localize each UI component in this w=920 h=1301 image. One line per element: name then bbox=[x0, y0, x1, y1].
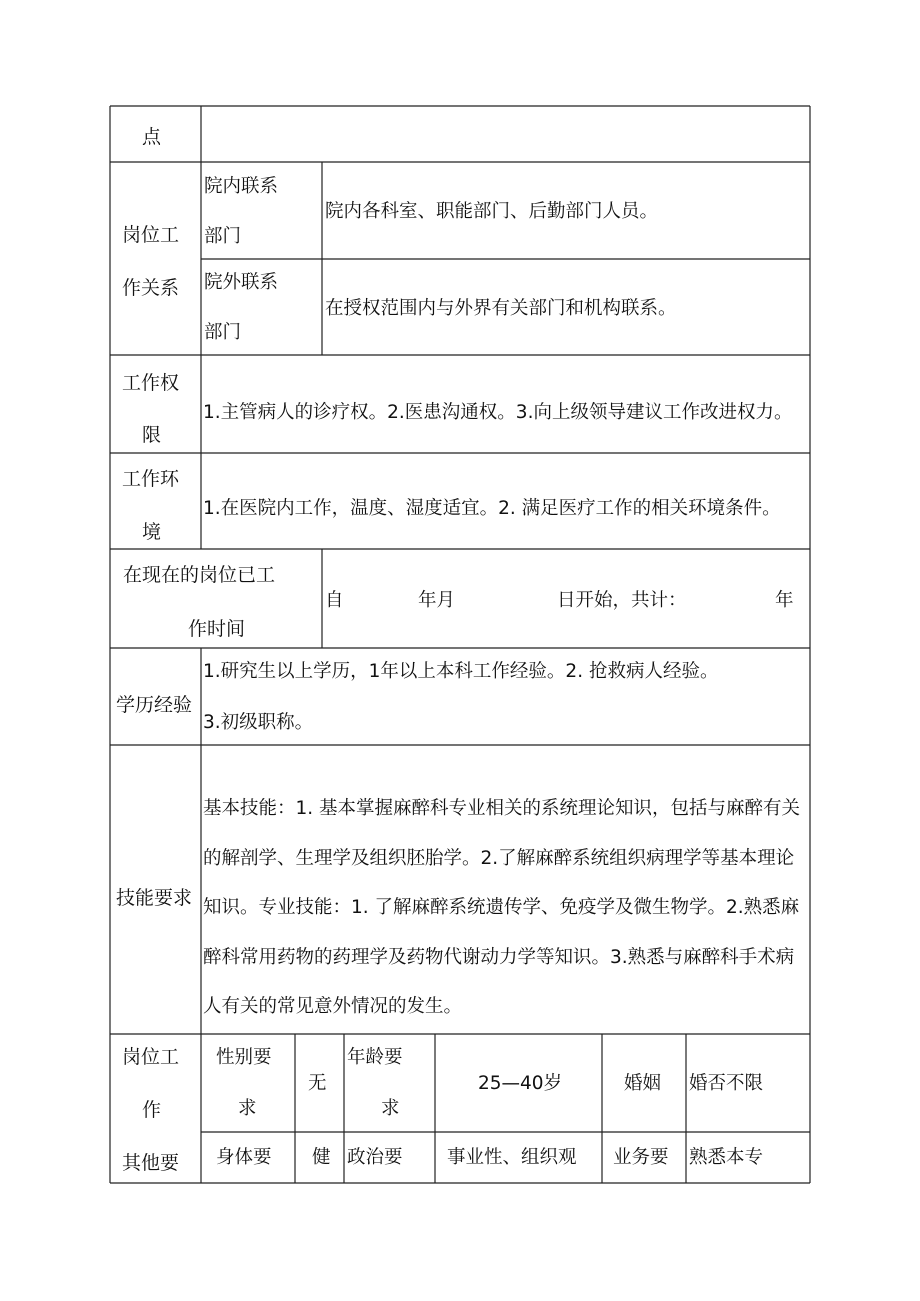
tenure-label-line1: 在现在的岗位已工 bbox=[123, 564, 276, 586]
age-label-line2: 求 bbox=[381, 1098, 400, 1119]
external-contact-label-line2: 部门 bbox=[204, 322, 242, 343]
health-label: 身体要 bbox=[216, 1147, 272, 1168]
external-contact-label-line1: 院外联系 bbox=[204, 272, 279, 293]
gender-label-line1: 性别要 bbox=[216, 1047, 272, 1068]
authority-value: 1.主管病人的诊疗权。2.医患沟通权。3.向上级领导建议工作改进权力。 bbox=[203, 402, 793, 423]
environment-label-line1: 工作环 bbox=[122, 468, 180, 490]
authority-label-line1: 工作权 bbox=[122, 372, 180, 394]
other-label-line3: 其他要 bbox=[122, 1152, 180, 1174]
marriage-value: 婚否不限 bbox=[689, 1073, 764, 1094]
education-label: 学历经验 bbox=[116, 694, 193, 716]
internal-contact-label-line2: 部门 bbox=[204, 226, 242, 247]
relations-label-line2: 作关系 bbox=[122, 277, 180, 299]
business-value: 熟悉本专 bbox=[689, 1147, 764, 1168]
environment-value: 1.在医院内工作，温度、湿度适宜。2. 满足医疗工作的相关环境条件。 bbox=[203, 498, 781, 519]
authority-label-line2: 限 bbox=[142, 424, 162, 446]
gender-label-line2: 求 bbox=[238, 1098, 257, 1119]
gender-value: 无 bbox=[308, 1073, 327, 1094]
internal-contact-value: 院内各科室、职能部门、后勤部门人员。 bbox=[325, 201, 659, 222]
skills-text: 基本技能：1. 基本掌握麻醉科专业相关的系统理论知识，包括与麻醉有关的解剖学、生理学及组织胚胎学。2.了解麻醉系统组织病理学等基本理论知识。专业技能：1. 了解麻醉系统遗传学、免疫学及微生物学。2.熟悉麻醉科常用药物的药理学及药物代谢动力学等知识。3.熟悉与麻醉科手术病人有关的常见意外情况的发生。 bbox=[203, 798, 801, 1017]
tenure-year-month: 年月 bbox=[418, 590, 456, 611]
internal-contact-label-line1: 院内联系 bbox=[204, 176, 279, 197]
business-label: 业务要 bbox=[613, 1147, 669, 1168]
relations-label-line1: 岗位工 bbox=[122, 224, 180, 246]
politics-label: 政治要 bbox=[347, 1147, 403, 1168]
other-label-line1: 岗位工 bbox=[122, 1046, 180, 1068]
politics-value: 事业性、组织观 bbox=[447, 1147, 577, 1168]
age-value: 25—40岁 bbox=[478, 1073, 563, 1094]
tenure-start: 日开始，共计： bbox=[557, 590, 687, 611]
tenure-label-line2: 作时间 bbox=[188, 618, 246, 640]
age-label-line1: 年龄要 bbox=[347, 1047, 403, 1068]
skills-label: 技能要求 bbox=[116, 887, 193, 909]
marriage-label: 婚姻 bbox=[624, 1073, 662, 1094]
education-line2: 3.初级职称。 bbox=[203, 712, 314, 733]
health-value: 健 bbox=[312, 1147, 331, 1168]
point-label: 点 bbox=[142, 126, 162, 148]
environment-label-line2: 境 bbox=[142, 521, 162, 543]
external-contact-value: 在授权范围内与外界有关部门和机构联系。 bbox=[325, 298, 677, 319]
tenure-from: 自 bbox=[325, 590, 344, 611]
other-label-line2: 作 bbox=[142, 1099, 162, 1121]
education-line1: 1.研究生以上学历，1年以上本科工作经验。2. 抢救病人经验。 bbox=[203, 661, 719, 682]
tenure-years: 年 bbox=[775, 590, 794, 611]
